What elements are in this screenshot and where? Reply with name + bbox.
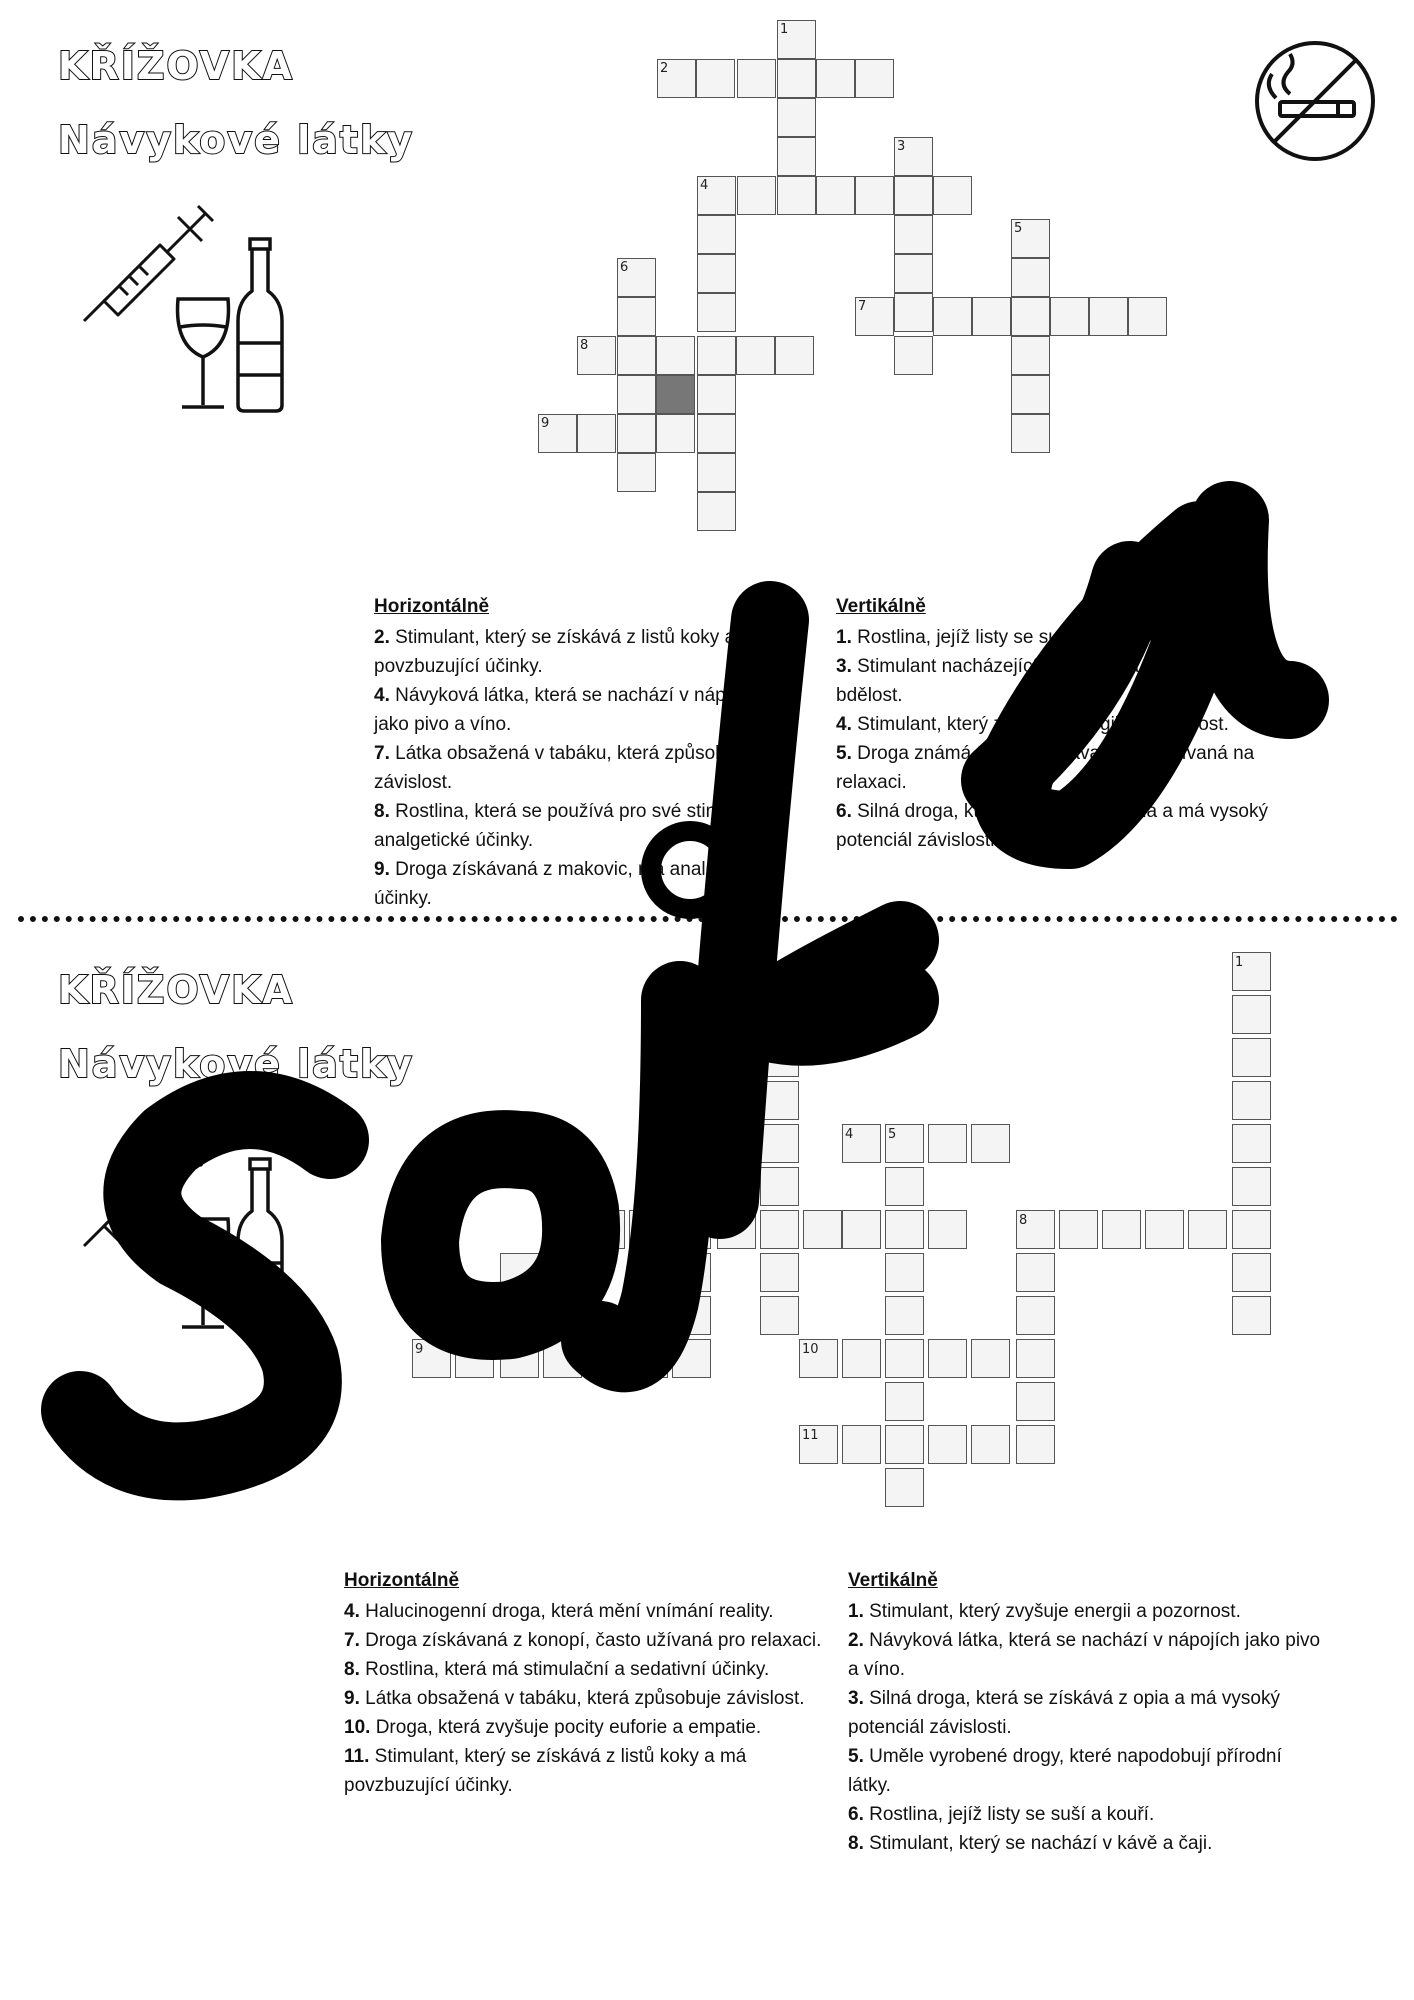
grid-cell[interactable] xyxy=(885,1468,924,1507)
grid-cell[interactable] xyxy=(760,1253,799,1292)
grid-cell[interactable] xyxy=(842,1210,881,1249)
grid-cell[interactable] xyxy=(1016,1296,1055,1335)
grid-cell[interactable] xyxy=(672,1339,711,1378)
grid-cell[interactable] xyxy=(885,1425,924,1464)
clue-item: 2. Návyková látka, která se nachází v nápojích jako pivo a víno. xyxy=(848,1630,1321,1680)
clue-item: 9. Látka obsažená v tabáku, která způsobuje závislost. xyxy=(344,1688,805,1709)
grid-cell[interactable] xyxy=(842,1425,881,1464)
grid-cell[interactable] xyxy=(760,1038,799,1077)
clue-item: 5. Uměle vyrobené drogy, které napodobují přírodní látky. xyxy=(848,1746,1282,1796)
grid-cell[interactable] xyxy=(1232,1296,1271,1335)
grid-cell[interactable] xyxy=(1059,1210,1098,1249)
clue-item: 5. Droga známá také jako tráva, často užívaná na relaxaci. xyxy=(836,743,1255,793)
grid-cell[interactable] xyxy=(803,1210,842,1249)
grid-cell[interactable] xyxy=(672,1210,711,1249)
grid-cell[interactable] xyxy=(842,1339,881,1378)
grid-cell[interactable] xyxy=(928,1124,967,1163)
grid-cell[interactable] xyxy=(1232,995,1271,1034)
clue-item: 1. Stimulant, který zvyšuje energii a pozornost. xyxy=(848,1601,1241,1622)
grid-cell[interactable] xyxy=(971,1425,1010,1464)
grid-cell[interactable] xyxy=(885,1210,924,1249)
grid-cell[interactable] xyxy=(928,1425,967,1464)
grid-cell[interactable] xyxy=(971,1339,1010,1378)
clue-number: 10 xyxy=(802,1342,819,1357)
grid-cell[interactable] xyxy=(455,1339,494,1378)
clue-item: 4. Halucinogenní droga, která mění vnímání reality. xyxy=(344,1601,774,1622)
clue-number: 3 xyxy=(897,139,906,154)
grid-cell[interactable] xyxy=(885,1382,924,1421)
grid-cell[interactable] xyxy=(500,1296,539,1335)
grid-cell[interactable] xyxy=(885,1167,924,1206)
clue-number: 8 xyxy=(1019,1213,1028,1228)
grid-cell[interactable] xyxy=(885,1296,924,1335)
grid-cell[interactable] xyxy=(1016,1425,1055,1464)
clue-number: 8 xyxy=(580,338,589,353)
grid-cell[interactable] xyxy=(717,1210,756,1249)
grid-cell[interactable] xyxy=(543,1339,582,1378)
grid-cell[interactable] xyxy=(928,1339,967,1378)
grid-cell[interactable] xyxy=(1016,1253,1055,1292)
clue-item: 8. Rostlina, která se používá pro své stimulační a analgetické účinky. xyxy=(374,801,788,851)
clue-number: 5 xyxy=(888,1127,897,1142)
grid-cell[interactable] xyxy=(760,1210,799,1249)
clue-item: 7. Látka obsažená v tabáku, která způsobuje závislost. xyxy=(374,743,752,793)
clue-number: 7 xyxy=(858,299,867,314)
clue-item: 6. Rostlina, jejíž listy se suší a kouří. xyxy=(848,1804,1155,1825)
clue-number: 11 xyxy=(802,1428,819,1443)
grid-cell[interactable] xyxy=(1232,1038,1271,1077)
grid-cell[interactable] xyxy=(586,1339,625,1378)
clue-item: 6. Silná droga, která se získává z opia a má vysoký potenciál závislosti. xyxy=(836,801,1268,851)
grid-cell[interactable] xyxy=(1016,1382,1055,1421)
grid-cell[interactable] xyxy=(885,1253,924,1292)
clue-item: 4. Návyková látka, která se nachází v nápojích jako pivo a víno. xyxy=(374,685,766,735)
clue-number: 1 xyxy=(1235,955,1244,970)
top-title-line2: Návykové látky xyxy=(58,118,414,162)
clue-item: 4. Stimulant, který zvyšuje energii a pozornost. xyxy=(836,714,1229,735)
clue-number: 2 xyxy=(660,61,669,76)
clue-number: 9 xyxy=(415,1342,424,1357)
clue-item: 1. Rostlina, jejíž listy se suší a kouří. xyxy=(836,627,1143,648)
grid-cell[interactable] xyxy=(760,1124,799,1163)
clue-number: 6 xyxy=(620,260,629,275)
clue-item: 9. Droga získávaná z makovic, má analgetické účinky. xyxy=(374,859,766,909)
clue-item: 2. Stimulant, který se získává z listů koky a má povzbuzující účinky. xyxy=(374,627,767,677)
bottom-horizontal-heading: Horizontálně xyxy=(344,1570,460,1591)
top-title-line1: KŘÍŽOVKA xyxy=(58,44,294,88)
clue-item: 10. Droga, která zvyšuje pocity euforie a empatie. xyxy=(344,1717,762,1738)
grid-cell[interactable] xyxy=(629,1210,668,1249)
bottom-vertical-clues xyxy=(848,1566,1328,1858)
grid-cell[interactable] xyxy=(1232,1210,1271,1249)
clue-number: 5 xyxy=(1014,221,1023,236)
grid-cell[interactable] xyxy=(1145,1210,1184,1249)
grid-cell[interactable] xyxy=(1188,1210,1227,1249)
clue-item: 11. Stimulant, který se získává z listů koky a má povzbuzující účinky. xyxy=(344,1746,747,1796)
clue-number: 1 xyxy=(780,22,789,37)
bottom-title-line1: KŘÍŽOVKA xyxy=(58,968,294,1012)
grid-cell[interactable] xyxy=(500,1253,539,1292)
grid-cell[interactable] xyxy=(928,1210,967,1249)
clue-number: 4 xyxy=(700,178,709,193)
top-horizontal-heading: Horizontálně xyxy=(374,596,490,617)
grid-cell[interactable] xyxy=(1232,1081,1271,1120)
clue-number: 4 xyxy=(845,1127,854,1142)
grid-cell[interactable] xyxy=(672,1253,711,1292)
clue-item: 8. Rostlina, která má stimulační a sedativní účinky. xyxy=(344,1659,770,1680)
grid-cell[interactable] xyxy=(1102,1210,1141,1249)
clue-item: 7. Droga získávaná z konopí, často užívaná pro relaxaci. xyxy=(344,1630,822,1651)
grid-cell[interactable] xyxy=(885,1339,924,1378)
bottom-title-line2: Návykové látky xyxy=(58,1042,414,1086)
clue-item: 3. Stimulant nacházející se v kávě a čaji, zvyšuje bdělost. xyxy=(836,656,1247,706)
clue-item: 8. Stimulant, který se nachází v kávě a čaji. xyxy=(848,1833,1213,1854)
grid-cell[interactable] xyxy=(672,1296,711,1335)
grid-cell[interactable] xyxy=(760,1081,799,1120)
grid-cell[interactable] xyxy=(1016,1339,1055,1378)
bottom-vertical-heading: Vertikálně xyxy=(848,1570,938,1591)
top-vertical-heading: Vertikálně xyxy=(836,596,926,617)
grid-cell[interactable] xyxy=(1232,1167,1271,1206)
grid-cell[interactable] xyxy=(971,1124,1010,1163)
grid-cell[interactable] xyxy=(629,1339,668,1378)
grid-cell[interactable] xyxy=(760,1296,799,1335)
grid-cell[interactable] xyxy=(760,1167,799,1206)
grid-cell[interactable] xyxy=(1232,1253,1271,1292)
clue-number: 7 xyxy=(589,1213,598,1228)
grid-cell[interactable] xyxy=(500,1339,539,1378)
grid-cell[interactable] xyxy=(1232,1124,1271,1163)
bottom-horizontal-clues xyxy=(344,1566,824,1800)
clue-number: 9 xyxy=(541,416,550,431)
clue-item: 3. Silná droga, která se získává z opia a má vysoký potenciál závislosti. xyxy=(848,1688,1280,1738)
